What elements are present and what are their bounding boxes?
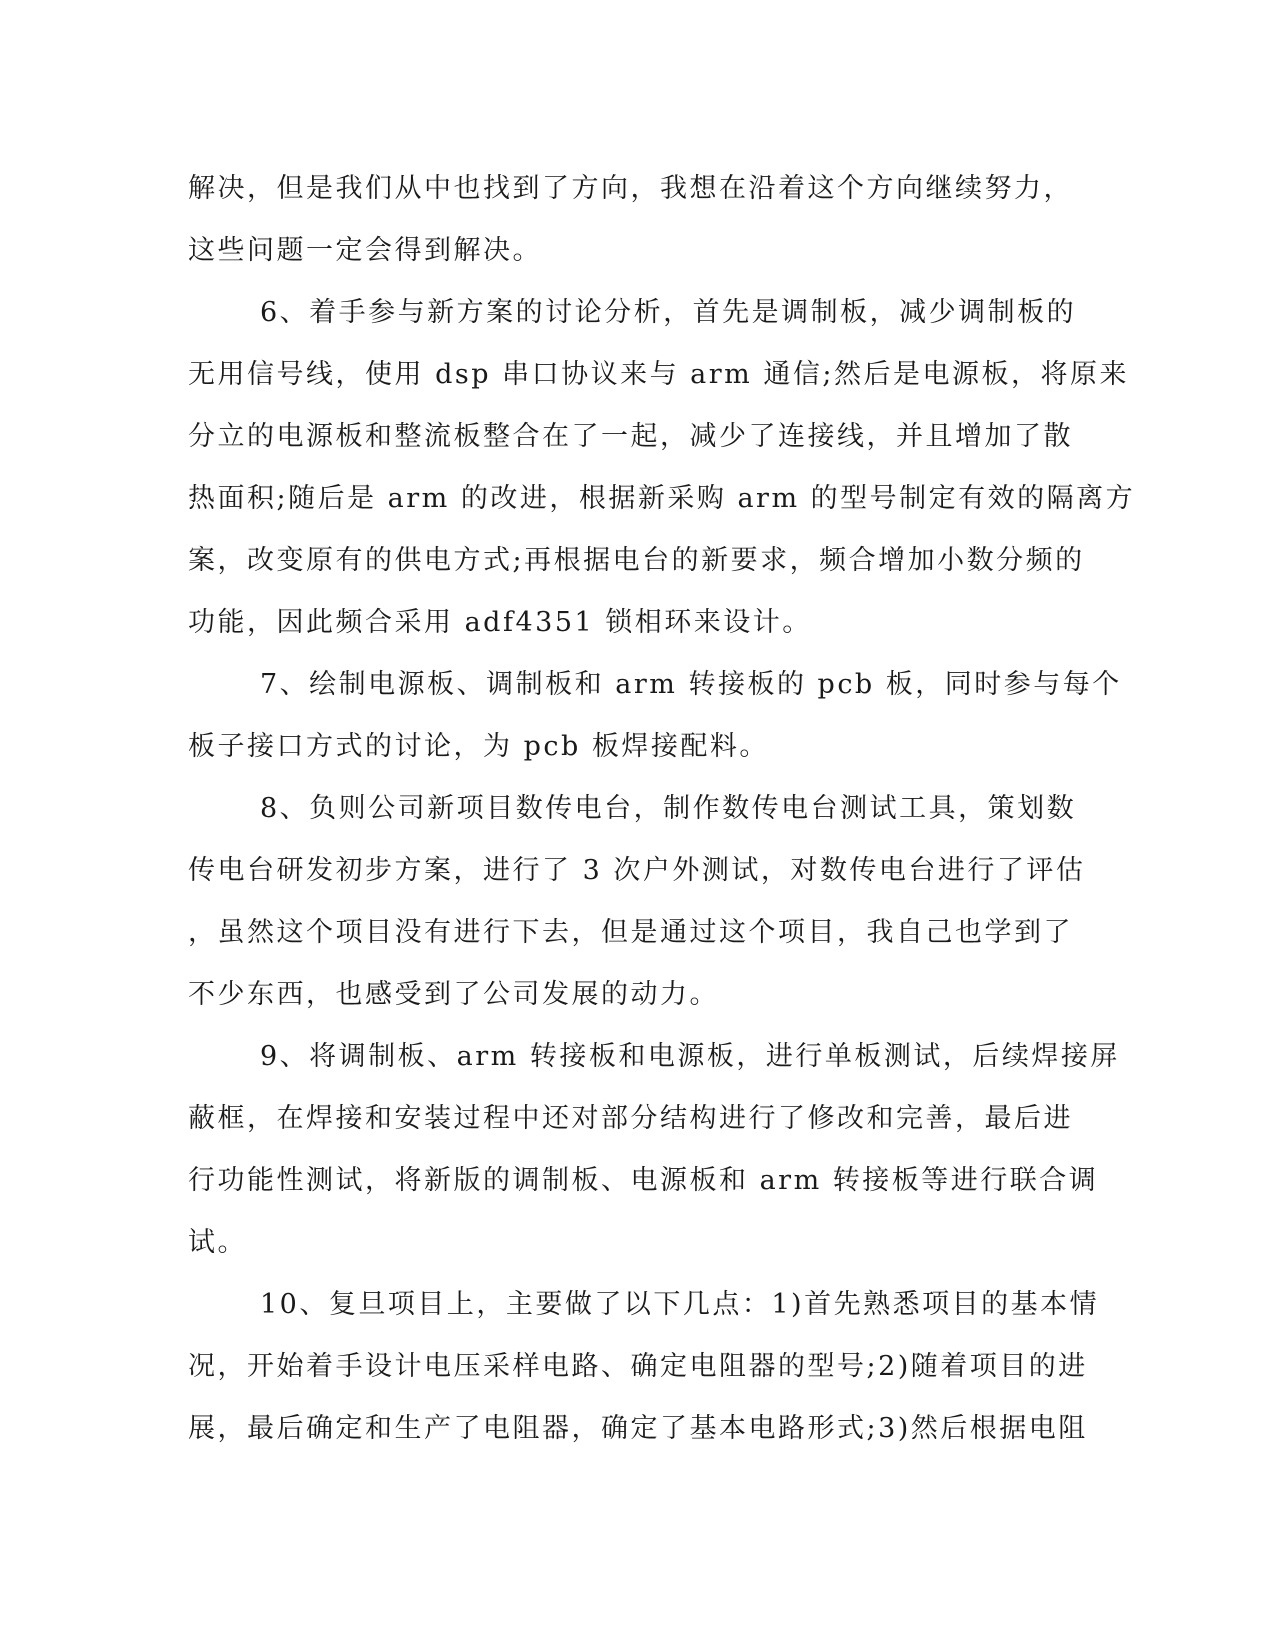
text-line: 传电台研发初步方案，进行了 3 次户外测试，对数传电台进行了评估: [188, 855, 1086, 886]
text-line: 案，改变原有的供电方式;再根据电台的新要求，频合增加小数分频的: [188, 545, 1085, 576]
text-line: 板子接口方式的讨论，为 pcb 板焊接配料。: [188, 731, 769, 762]
paragraph-item-9-line: 9、将调制板、arm 转接板和电源板，进行单板测试，后续焊接屏: [260, 1041, 1120, 1072]
paragraph-item-6-line: 6、着手参与新方案的讨论分析，首先是调制板，减少调制板的: [260, 297, 1077, 328]
text-line: 解决，但是我们从中也找到了方向，我想在沿着这个方向继续努力，: [188, 173, 1073, 204]
text-line: 分立的电源板和整流板整合在了一起，减少了连接线，并且增加了散: [188, 421, 1073, 452]
paragraph-item-10-line: 10、复旦项目上，主要做了以下几点：1)首先熟悉项目的基本情: [260, 1289, 1100, 1320]
paragraph-item-8-line: 8、负则公司新项目数传电台，制作数传电台测试工具，策划数: [260, 793, 1077, 824]
text-line: ，虽然这个项目没有进行下去，但是通过这个项目，我自己也学到了: [188, 917, 1073, 948]
text-line: 展，最后确定和生产了电阻器，确定了基本电路形式;3)然后根据电阻: [188, 1413, 1088, 1444]
text-line: 不少东西，也感受到了公司发展的动力。: [188, 979, 719, 1010]
paragraph-item-7-line: 7、绘制电源板、调制板和 arm 转接板的 pcb 板，同时参与每个: [260, 669, 1122, 700]
document-body: [188, 158, 1136, 1460]
text-line: 热面积;随后是 arm 的改进，根据新采购 arm 的型号制定有效的隔离方: [188, 483, 1136, 514]
text-line: 况，开始着手设计电压采样电路、确定电阻器的型号;2)随着项目的进: [188, 1351, 1088, 1382]
text-line: 试。: [188, 1227, 247, 1258]
text-line: 这些问题一定会得到解决。: [188, 235, 542, 266]
text-line: 功能，因此频合采用 adf4351 锁相环来设计。: [188, 607, 812, 638]
text-line: 蔽框，在焊接和安装过程中还对部分结构进行了修改和完善，最后进: [188, 1103, 1073, 1134]
text-line: 行功能性测试，将新版的调制板、电源板和 arm 转接板等进行联合调: [188, 1165, 1099, 1196]
text-line: 无用信号线，使用 dsp 串口协议来与 arm 通信;然后是电源板，将原来: [188, 359, 1129, 390]
